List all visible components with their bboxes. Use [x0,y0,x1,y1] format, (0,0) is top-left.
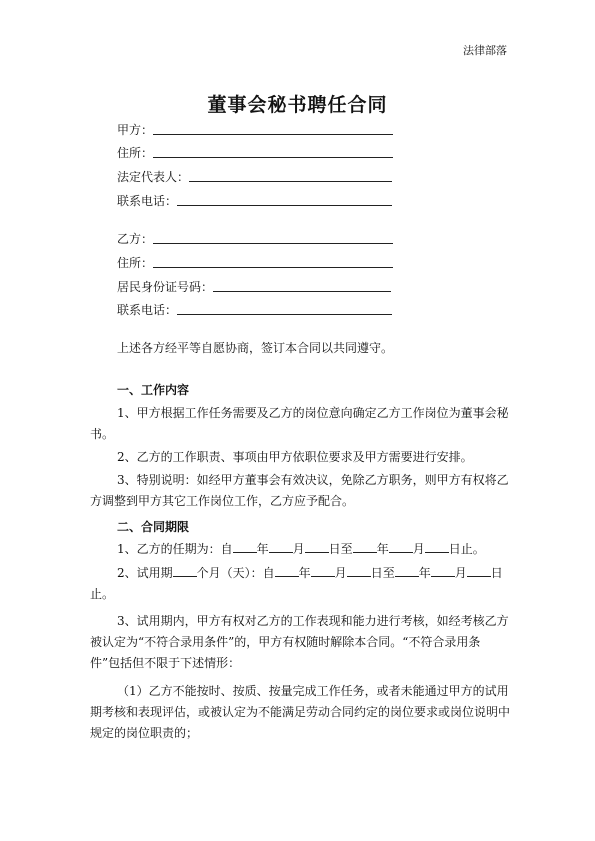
term-start-month-blank [269,540,293,553]
party-a-phone-field [117,191,392,209]
probation-months-blank [173,564,197,577]
party-a-rep-blank [189,180,392,182]
probation-months: 个月（天）：自 [196,566,275,580]
party-a-address-field [117,143,393,161]
party-a-blank [153,133,393,135]
probation-condition-1: （1）乙方不能按时、按质、按量完成工作任务，或者未能通过甲方的试用期考核和表现评估，或被认定为不能满足劳动合同约定的岗位要求或岗位说明中规定的岗位职责的； [90,684,511,740]
party-b-address-label: 住所： [117,256,154,270]
term-month-2: 月 [412,542,425,556]
intro-paragraph: 上述各方经平等自愿协商，签订本合同以共同遵守。 [117,341,394,355]
probation-start-day-blank [347,564,371,577]
term-end-day-blank [425,540,449,553]
party-a-address-label: 住所： [117,146,154,160]
work-paragraph-2: 2、乙方的工作职责、事项由甲方依职位要求及甲方需要进行安排。 [117,450,473,464]
term-month: 月 [292,542,305,556]
term-line [90,539,510,560]
section-heading-work: 一、工作内容 [117,383,190,397]
term-year-2: 年 [376,542,389,556]
term-end-month-blank [389,540,413,553]
term-prefix: 1、乙方的任期为：自 [117,542,233,556]
probation-end-month-blank [431,564,455,577]
party-b-phone-label: 联系电话： [117,303,178,317]
party-b-blank [153,242,393,244]
probation-year: 年 [298,566,311,580]
header-brand: 法律部落 [463,44,507,57]
probation-prefix: 2、试用期 [117,566,173,580]
probation-day-to: 日至 [370,566,395,580]
probation-start-year-blank [275,564,299,577]
party-a-address-blank [153,156,393,158]
probation-line [90,563,510,605]
party-b-id-field [117,277,391,295]
term-day-end: 日止。 [448,542,485,556]
probation-start-month-blank [311,564,335,577]
party-b-address-field [117,253,393,271]
term-day-to: 日至 [328,542,353,556]
party-a-label: 甲方： [117,123,154,137]
party-a-phone-blank [177,204,392,206]
probation-assessment-paragraph: 3、试用期内，甲方有权对乙方的工作表现和能力进行考核，如经考核乙方被认定为“不符合录用条件”的，甲方有权随时解除本合同。“不符合录用条件”包括但不限于下述情形： [90,614,509,670]
party-b-phone-field [117,300,392,318]
party-b-id-blank [213,290,391,292]
party-a-rep-label: 法定代表人： [117,170,190,184]
term-year: 年 [256,542,269,556]
section-heading-term: 二、合同期限 [117,520,190,534]
work-paragraph-3: 3、特别说明：如经甲方董事会有效决议，免除乙方职务，则甲方有权将乙方调整到甲方其它工作岗位工作，乙方应予配合。 [90,473,509,508]
party-a-rep-field [117,167,392,185]
party-b-label: 乙方： [117,232,154,246]
probation-end-year-blank [395,564,419,577]
work-paragraph-1: 1、甲方根据工作任务需要及乙方的岗位意向确定乙方工作岗位为董事会秘书。 [90,406,509,441]
probation-month-2: 月 [454,566,467,580]
term-start-day-blank [305,540,329,553]
probation-end: 止。 [90,587,115,601]
document-title: 董事会秘书聘任合同 [207,94,388,116]
party-b-id-label: 居民身份证号码： [117,280,214,294]
term-start-year-blank [233,540,257,553]
probation-end-day-blank [467,564,491,577]
party-a-phone-label: 联系电话： [117,194,178,208]
probation-month: 月 [334,566,347,580]
party-b-field [117,229,393,247]
party-b-address-blank [153,266,393,268]
probation-day: 日 [490,566,503,580]
party-b-phone-blank [177,313,392,315]
probation-year-2: 年 [418,566,431,580]
term-end-year-blank [353,540,377,553]
party-a-field [117,120,393,138]
